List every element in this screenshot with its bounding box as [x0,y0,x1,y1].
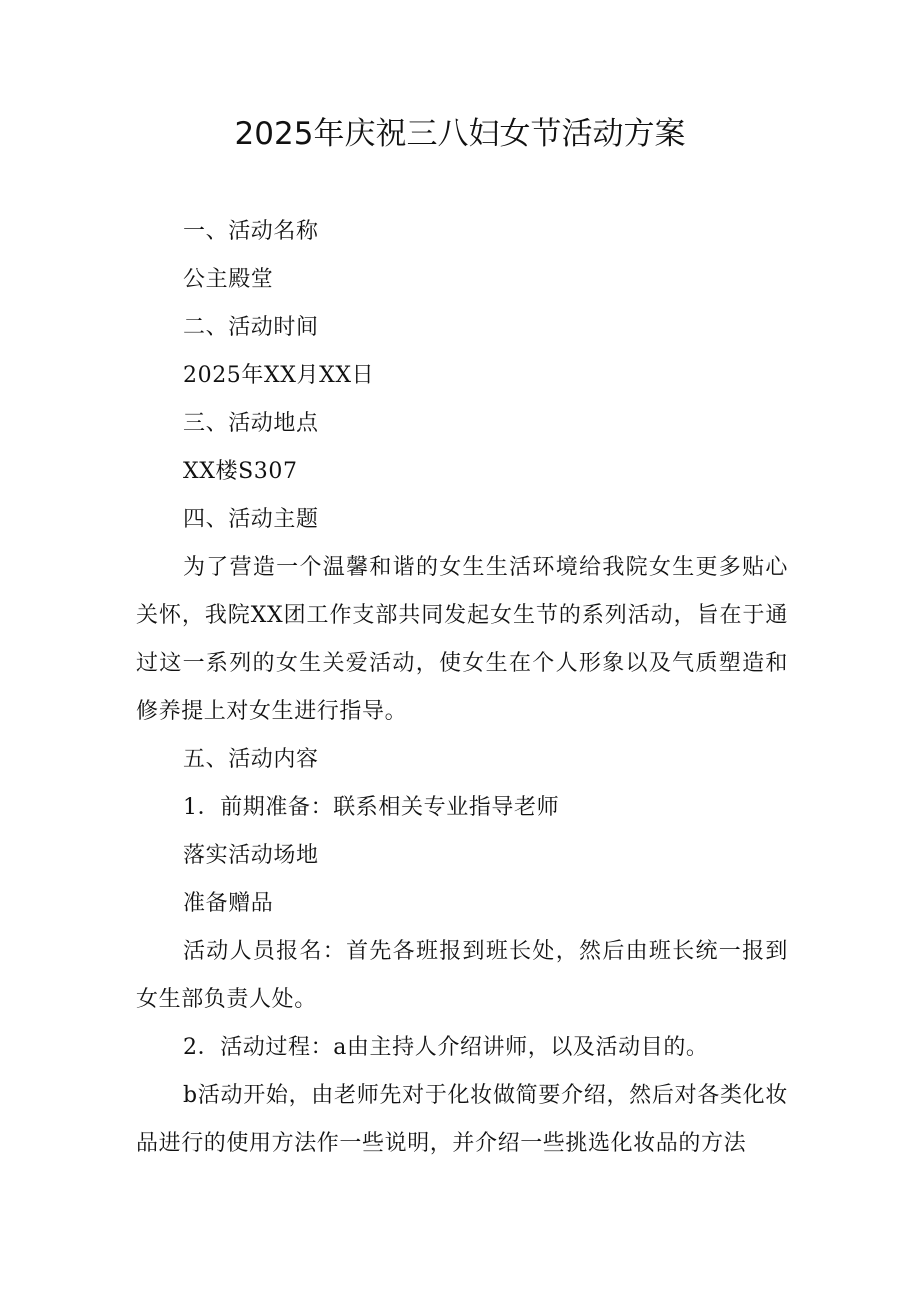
content-item-registration: 活动人员报名：首先各班报到班长处，然后由班长统一报到女生部负责人处。 [136,939,788,1012]
activity-time-value: 2025年XX月XX日 [183,363,375,388]
document-body [136,208,788,1168]
activity-location-value: XX楼S307 [183,459,298,484]
content-item-venue: 落实活动场地 [183,843,319,868]
content-item-preparation: 1．前期准备：联系相关专业指导老师 [183,795,560,820]
activity-name-value: 公主殿堂 [183,267,274,292]
content-item-process-b: b活动开始，由老师先对于化妆做简要介绍，然后对各类化妆品进行的使用方法作一些说明，并介绍一些挑选化妆品的方法 [136,1083,788,1156]
heading-activity-location: 三、活动地点 [183,411,319,436]
activity-theme-paragraph: 为了营造一个温馨和谐的女生生活环境给我院女生更多贴心关怀，我院XX团工作支部共同发起女生节的系列活动，旨在于通过这一系列的女生关爱活动，使女生在个人形象以及气质塑造和修养提上对女生进行指导。 [136,555,788,724]
heading-activity-time: 二、活动时间 [183,315,319,340]
heading-activity-name: 一、活动名称 [183,219,319,244]
heading-activity-theme: 四、活动主题 [183,507,319,532]
content-item-process: 2．活动过程：a由主持人介绍讲师，以及活动目的。 [183,1035,709,1060]
document-title: 2025年庆祝三八妇女节活动方案 [234,116,686,152]
heading-activity-content: 五、活动内容 [183,747,319,772]
content-item-gifts: 准备赠品 [183,891,274,916]
